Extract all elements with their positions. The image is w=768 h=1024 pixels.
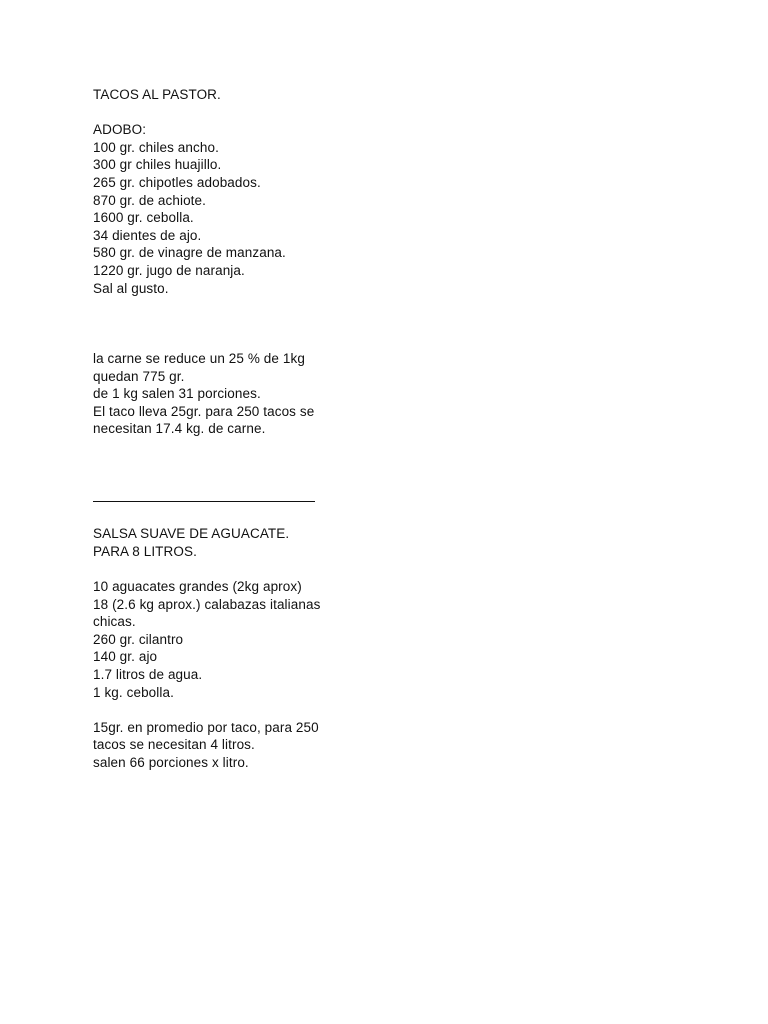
- list-item: 1600 gr. cebolla.: [93, 210, 194, 226]
- list-item: Sal al gusto.: [93, 280, 169, 296]
- list-item: 870 gr. de achiote.: [93, 192, 206, 208]
- list-item: 10 aguacates grandes (2kg aprox): [93, 579, 302, 595]
- list-item: 18 (2.6 kg aprox.) calabazas italianas: [93, 596, 321, 612]
- document-page: [93, 86, 693, 772]
- note-line: necesitan 17.4 kg. de carne.: [93, 421, 266, 437]
- note-line: salen 66 porciones x litro.: [93, 755, 249, 770]
- list-item: 1220 gr. jugo de naranja.: [93, 262, 245, 278]
- adobo-ingredient-list: [93, 139, 693, 297]
- list-item: 260 gr. cilantro: [93, 631, 184, 647]
- list-item: 300 gr chiles huajillo.: [93, 157, 222, 173]
- salsa-ingredient-list: [93, 578, 693, 701]
- spacer: [93, 297, 693, 350]
- note-line: El taco lleva 25gr. para 250 tacos se: [93, 403, 315, 419]
- tacos-title: TACOS AL PASTOR.: [93, 87, 221, 102]
- spacer: [93, 104, 693, 122]
- note-line: 15gr. en promedio por taco, para 250: [93, 719, 319, 735]
- note-line: quedan 775 gr.: [93, 368, 185, 384]
- salsa-notes: [93, 719, 693, 772]
- note-line: tacos se necesitan 4 litros.: [93, 737, 255, 753]
- salsa-title: SALSA SUAVE DE AGUACATE.: [93, 526, 290, 542]
- list-item: 34 dientes de ajo.: [93, 227, 202, 243]
- note-line: de 1 kg salen 31 porciones.: [93, 386, 261, 402]
- list-item: 1 kg. cebolla.: [93, 684, 174, 700]
- list-item: 1.7 litros de agua.: [93, 667, 203, 683]
- list-item: 140 gr. ajo: [93, 649, 158, 665]
- spacer: [93, 560, 693, 578]
- section-divider: [93, 501, 315, 502]
- list-item: 265 gr. chipotles adobados.: [93, 174, 261, 190]
- salsa-subtitle: PARA 8 LITROS.: [93, 543, 197, 559]
- spacer: [93, 438, 693, 491]
- adobo-heading: ADOBO:: [93, 122, 147, 138]
- tacos-notes: [93, 350, 693, 438]
- note-line: la carne se reduce un 25 % de 1kg: [93, 350, 305, 366]
- spacer: [93, 701, 693, 719]
- list-item: chicas.: [93, 614, 136, 630]
- spacer: [93, 508, 693, 526]
- list-item: 580 gr. de vinagre de manzana.: [93, 245, 286, 261]
- list-item: 100 gr. chiles ancho.: [93, 139, 219, 155]
